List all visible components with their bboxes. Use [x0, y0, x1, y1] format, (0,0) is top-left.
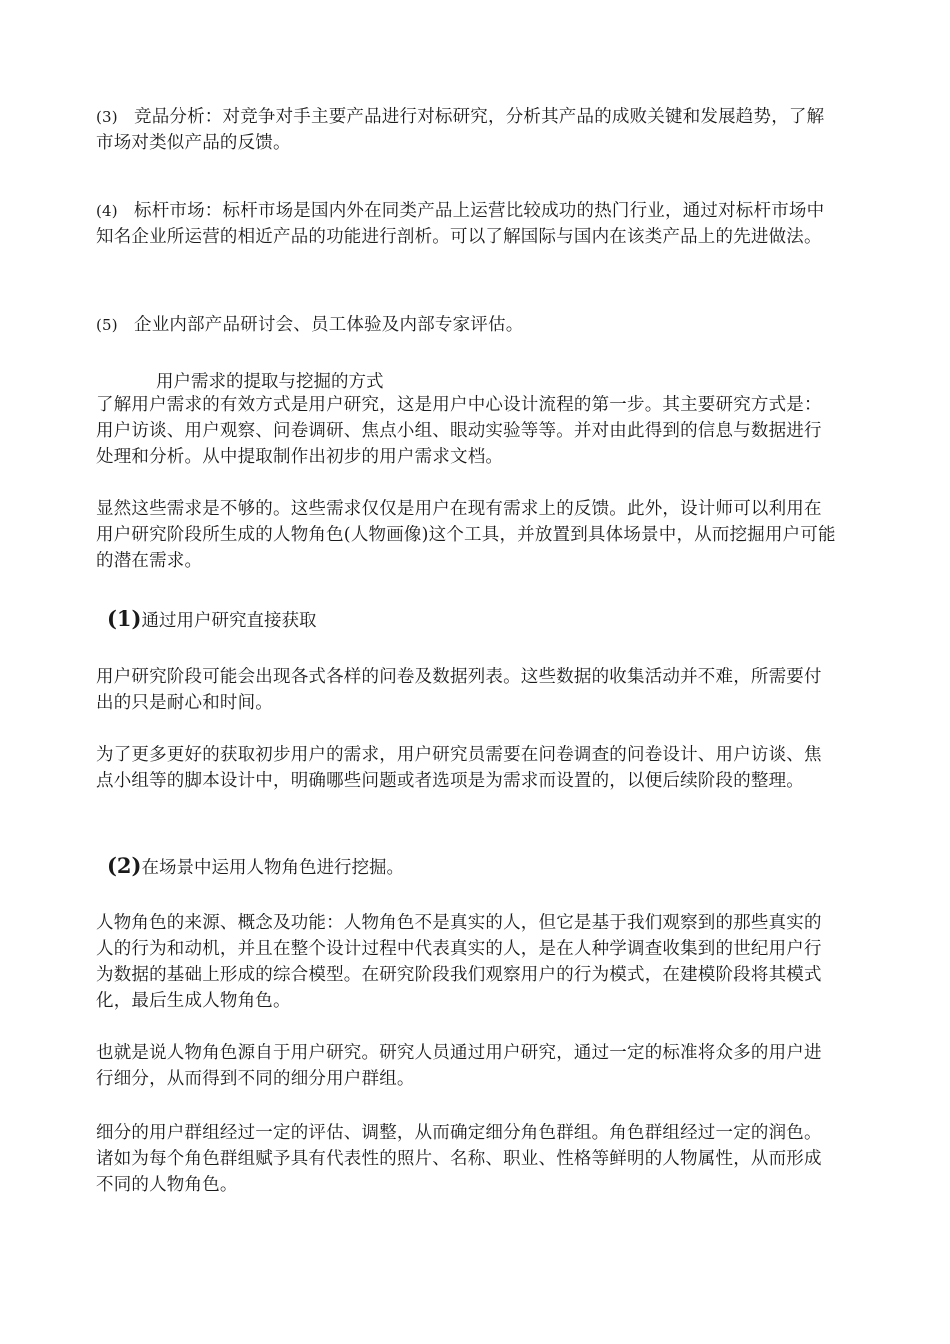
- section-heading: 用户需求的提取与挖掘的方式: [156, 372, 384, 392]
- paragraph: 用户研究阶段可能会出现各式各样的问卷及数据列表。这些数据的收集活动并不难，所需要付出的只是耐心和时间。: [96, 667, 822, 713]
- subheading-text: 通过用户研究直接获取: [141, 611, 317, 631]
- subheading-marker: (1): [107, 606, 142, 631]
- subheading-2: [107, 853, 404, 881]
- paragraph: 也就是说人物角色源自于用户研究。研究人员通过用户研究，通过一定的标准将众多的用户进行细分，从而得到不同的细分用户群组。: [96, 1043, 822, 1089]
- item-number: (5): [96, 316, 118, 334]
- item-text: 竞品分析：对竞争对手主要产品进行对标研究，分析其产品的成败关键和发展趋势，了解市场对类似产品的反馈。: [96, 107, 825, 153]
- paragraph: 为了更多更好的获取初步用户的需求，用户研究员需要在问卷调查的问卷设计、用户访谈、焦点小组等的脚本设计中，明确哪些问题或者选项是为需求而设置的，以便后续阶段的整理。: [96, 745, 822, 791]
- list-item-3: [96, 104, 836, 156]
- list-item-5: [96, 312, 836, 338]
- paragraph: 显然这些需求是不够的。这些需求仅仅是用户在现有需求上的反馈。此外，设计师可以利用在用户研究阶段所生成的人物角色(人物画像)这个工具，并放置到具体场景中，从而挖掘用户可能的潜在需求。: [96, 499, 836, 571]
- subheading-1: [107, 606, 316, 634]
- paragraph: 人物角色的来源、概念及功能：人物角色不是真实的人，但它是基于我们观察到的那些真实的人的行为和动机，并且在整个设计过程中代表真实的人，是在人种学调查收集到的世纪用户行为数据的基础上形成的综合模型。在研究阶段我们观察用户的行为模式，在建模阶段将其模式化，最后生成人物角色。: [96, 913, 822, 1011]
- subheading-marker: (2): [107, 853, 142, 878]
- paragraph: 了解用户需求的有效方式是用户研究，这是用户中心设计流程的第一步。其主要研究方式是：用户访谈、用户观察、问卷调研、焦点小组、眼动实验等等。并对由此得到的信息与数据进行处理和分析。从中提取制作出初步的用户需求文档。: [96, 395, 822, 467]
- item-number: (3): [96, 108, 118, 126]
- item-text: 标杆市场：标杆市场是国内外在同类产品上运营比较成功的热门行业，通过对标杆市场中知名企业所运营的相近产品的功能进行剖析。可以了解国际与国内在该类产品上的先进做法。: [96, 201, 825, 247]
- subheading-text: 在场景中运用人物角色进行挖掘。: [141, 858, 404, 878]
- item-text: 企业内部产品研讨会、员工体验及内部专家评估。: [134, 315, 524, 335]
- paragraph: 细分的用户群组经过一定的评估、调整，从而确定细分角色群组。角色群组经过一定的润色。诸如为每个角色群组赋予具有代表性的照片、名称、职业、性格等鲜明的人物属性，从而形成不同的人物角色。: [96, 1123, 822, 1195]
- item-number: (4): [96, 202, 118, 220]
- list-item-4: [96, 198, 836, 250]
